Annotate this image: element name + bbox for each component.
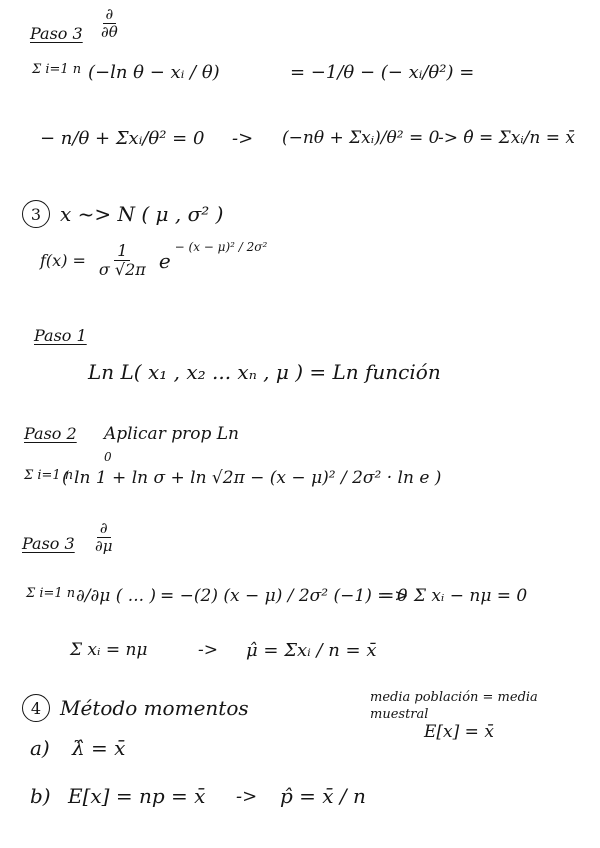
item3-pdf-frac-num: 1 xyxy=(114,242,130,261)
item4-title: Método momentos xyxy=(60,696,249,720)
item4-note: media población = media muestral xyxy=(370,690,538,722)
paso3b-line1-left: ∂/∂μ ( ... ) xyxy=(76,586,157,606)
paso1-expression: Ln L( x₁ , x₂ ... xₙ , μ ) = Ln función xyxy=(88,360,441,384)
paso3-line2-result: -> θ̂ = Σxᵢ/n = x̄ xyxy=(438,128,576,148)
paso3b-line1-right: => Σ xᵢ − nμ = 0 xyxy=(380,586,528,606)
paso3-line2-left: − n/θ + Σxᵢ/θ² = 0 xyxy=(40,128,205,149)
item4-note-equation: E[x] = x̄ xyxy=(424,722,494,742)
paso2-superscript-zero: 0 xyxy=(104,450,112,464)
paso3-line1-mid: (−ln θ − xᵢ / θ) xyxy=(88,62,220,83)
item4-b-expression: E[x] = np = x̄ xyxy=(68,784,206,808)
item4-b-result: p̂ = x̄ / n xyxy=(280,784,366,808)
paso3-sum: Σ i=1 n xyxy=(32,62,82,77)
paso3-deriv-den: ∂θ xyxy=(101,23,118,42)
item4-number-circle: 4 xyxy=(22,694,50,722)
paso3-line1-right: = −1/θ − (− xᵢ/θ²) = xyxy=(290,62,475,83)
item3-pdf xyxy=(40,239,268,280)
paso3b-deriv-den: ∂μ xyxy=(95,537,113,556)
item3-pdf-left: f(x) = xyxy=(40,251,86,271)
item4-heading xyxy=(22,694,249,722)
paso3b-line2-arrow: -> xyxy=(198,640,218,660)
item3-number-circle: 3 xyxy=(22,200,50,228)
paso3b-derivative xyxy=(92,520,116,556)
paso2-sum: Σ i=1 n xyxy=(24,468,74,483)
item4-a-label: a) xyxy=(30,736,50,760)
paso3-line2-arrow: -> xyxy=(232,128,254,149)
paso3b-title: Paso 3 xyxy=(22,534,75,553)
paso2-subtitle: Aplicar prop Ln xyxy=(104,424,239,444)
paso1-title: Paso 1 xyxy=(34,326,87,345)
paso3-deriv-num: ∂ xyxy=(103,6,117,24)
item4-a-expression: λ̂ = x̄ xyxy=(72,736,126,760)
paso3b-line2-result: μ̂ = Σxᵢ / n = x̄ xyxy=(246,640,377,661)
item4-b-label: b) xyxy=(30,784,51,808)
paso3b-line2-left: Σ xᵢ = nμ xyxy=(70,640,148,660)
paso3-title: Paso 3 xyxy=(30,24,83,43)
item3-pdf-power: − (x − μ)² / 2σ² xyxy=(174,239,268,254)
paso3-derivative xyxy=(98,6,121,42)
item3-pdf-frac-den: σ √2π xyxy=(98,260,146,280)
item3-pdf-exp: e xyxy=(158,248,171,273)
paso2-title: Paso 2 xyxy=(24,424,77,443)
paso3b-line1-mid: = −(2) (x − μ) / 2σ² (−1) = 0 xyxy=(160,586,408,606)
paso3b-sum: Σ i=1 n xyxy=(26,586,76,601)
item3-distribution: x ~> N ( μ , σ² ) xyxy=(60,202,224,226)
item4-b-arrow: -> xyxy=(236,786,258,807)
paso3b-deriv-num: ∂ xyxy=(97,520,111,538)
paso2-expression: ( ln 1 + ln σ + ln √2π − (x − μ)² / 2σ² · ln e ) xyxy=(62,468,442,488)
item3-heading xyxy=(22,200,223,228)
paso3-line2-mid: (−nθ + Σxᵢ)/θ² = 0 xyxy=(282,128,440,148)
